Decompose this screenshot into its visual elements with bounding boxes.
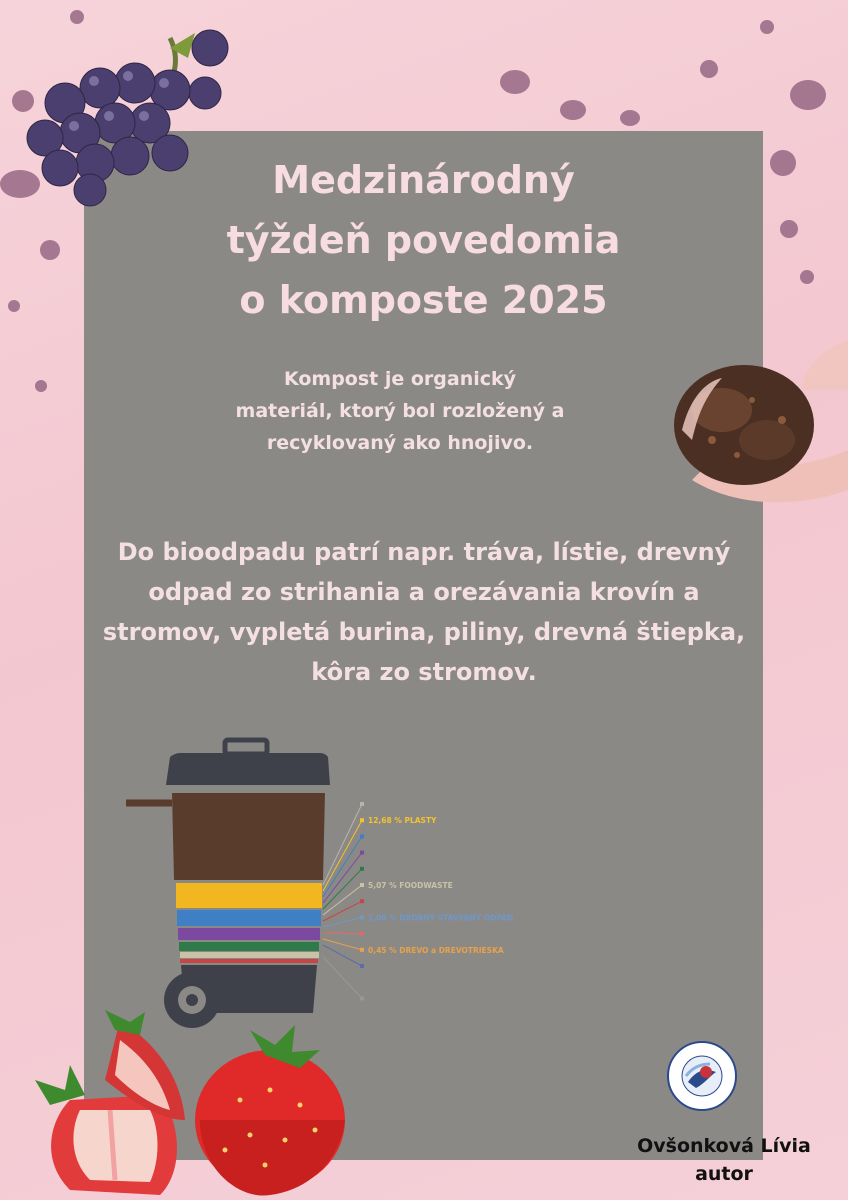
legend-marker: [360, 883, 364, 887]
legend-marker: [360, 834, 364, 838]
legend-entry: 5,07 % FOODWASTE: [368, 881, 453, 890]
legend-connector: [323, 933, 362, 934]
legend-marker: [360, 932, 364, 936]
legend-connector: [323, 804, 362, 885]
legend-connector: [323, 917, 362, 927]
school-logo-icon: [666, 1040, 738, 1112]
legend-connector: [323, 820, 362, 891]
compost-definition: Kompost je organický materiál, ktorý bol rozložený a recyklovaný ako hnojivo.: [235, 368, 565, 454]
author-name: Ovšonková Lívia: [637, 1135, 811, 1157]
author-role: autor: [695, 1163, 753, 1185]
legend-marker: [360, 867, 364, 871]
legend-marker: [360, 980, 364, 984]
legend-marker: [360, 964, 364, 968]
waste-bin-icon: [120, 735, 540, 1035]
legend-marker: [360, 818, 364, 822]
bioodpad-text: Do bioodpadu patrí napr. tráva, lístie, drevný odpad zo strihania a orezávania krovín a stromov, vypletá burina, piliny, drevná štiepka, kôra zo stromov.: [102, 538, 746, 686]
legend-connector: [323, 853, 362, 903]
compost-hand-icon: [652, 330, 848, 520]
author-block: [610, 1132, 838, 1188]
legend-marker: [360, 948, 364, 952]
page-title: Medzinárodný týždeň povedomia o komposte 2025: [226, 158, 621, 322]
strawberry-icon: [10, 1010, 370, 1200]
legend-marker: [360, 802, 364, 806]
legend-entry: 1,00 % DROBNÝ STAVEBNÝ ODPAD: [368, 913, 514, 923]
legend-entry: 0,45 % DREVO a DREVOTRIESKA: [368, 945, 504, 955]
legend-marker: [360, 915, 364, 919]
legend-entry: 12,68 % PLASTY: [368, 816, 437, 826]
legend-marker: [360, 996, 364, 1000]
legend-marker: [360, 851, 364, 855]
legend-marker: [360, 899, 364, 903]
